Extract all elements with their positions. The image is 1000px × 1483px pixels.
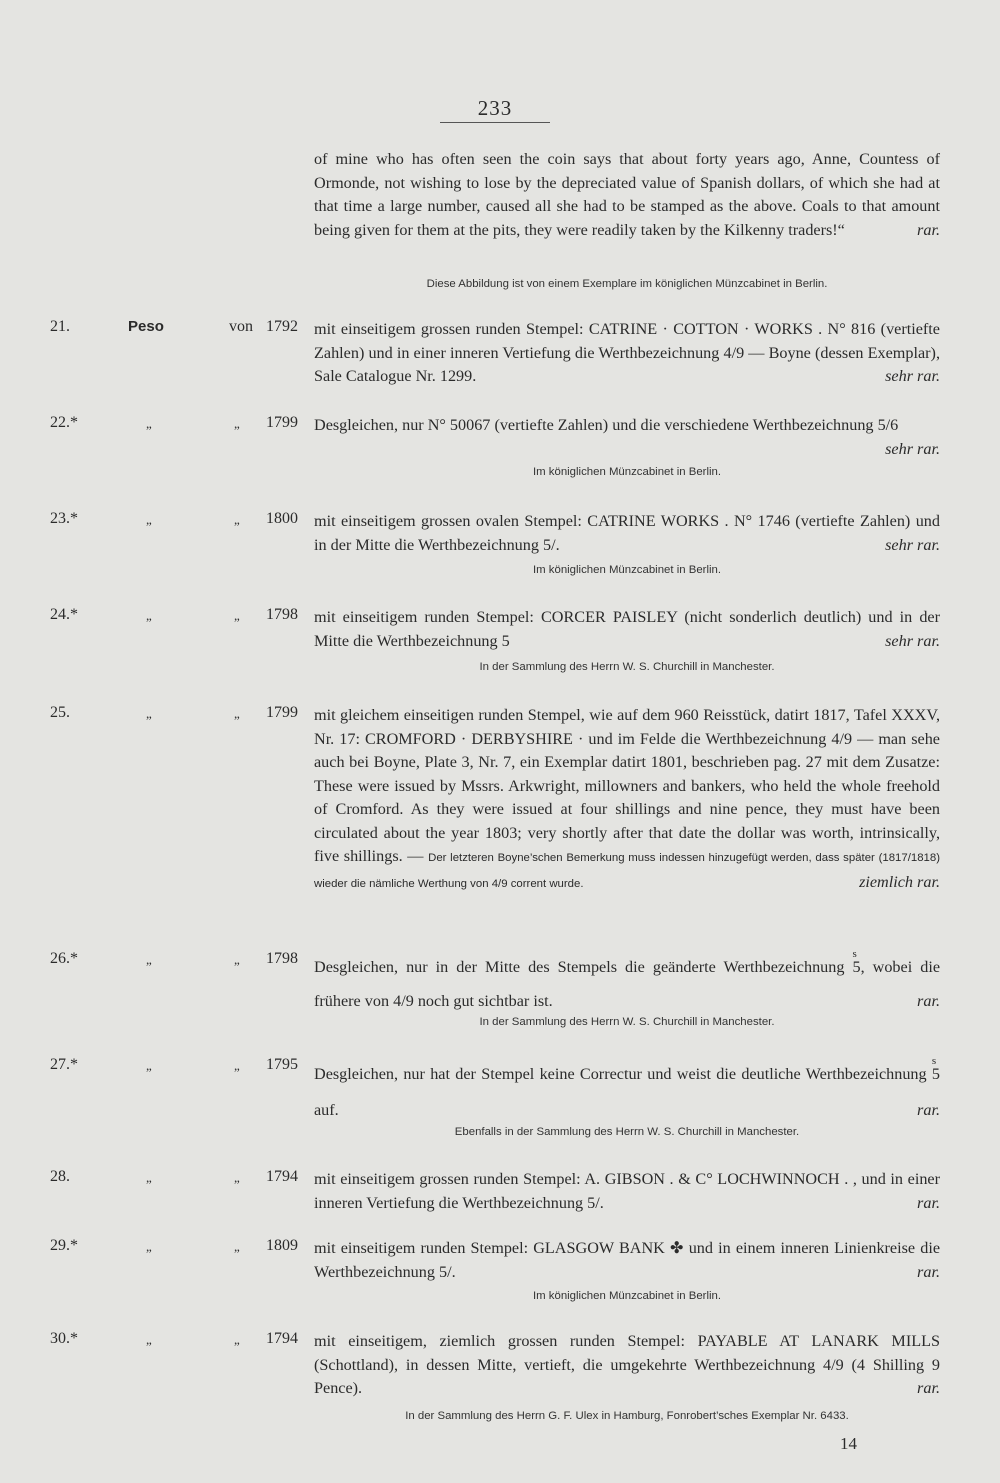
rarity-label: rar. <box>917 1262 940 1281</box>
entry-description <box>314 1237 940 1284</box>
entry-year: 1798 <box>266 950 298 967</box>
fraction-value: 5 <box>852 958 861 976</box>
entry-number: 25. <box>50 704 70 721</box>
page-number: 233 <box>477 96 513 120</box>
entry-description <box>314 1056 940 1128</box>
value-fraction <box>852 950 860 984</box>
ditto-mark: „ <box>146 1170 152 1185</box>
entry-description <box>314 606 940 653</box>
entry-description <box>314 510 940 557</box>
ditto-mark: „ <box>146 952 152 967</box>
provenance-note: Im königlichen Münzcabinet in Berlin. <box>532 466 722 478</box>
rarity-label: rar. <box>917 220 940 239</box>
entry-number: 24.* <box>50 606 78 623</box>
sheet-signature: 14 <box>840 1434 857 1453</box>
ditto-mark: „ <box>234 416 240 431</box>
entry-number: 26.* <box>50 950 78 967</box>
rarity-label: rar. <box>917 1193 940 1212</box>
ditto-mark: „ <box>234 952 240 967</box>
entry-year: 1795 <box>266 1056 298 1073</box>
ditto-mark: „ <box>146 416 152 431</box>
entry-year: 1792 <box>266 318 298 335</box>
provenance-note: Ebenfalls in der Sammlung des Herrn W. S. Churchill in Manchester. <box>454 1126 800 1138</box>
ditto-mark: „ <box>146 706 152 721</box>
provenance-note: In der Sammlung des Herrn G. F. Ulex in Hamburg, Fonrobert’sches Exemplar Nr. 6433. <box>405 1410 849 1422</box>
entry-text: mit einseitigem grossen runden Stempel: A. GIBSON . & C° LOCHWINNOCH . , und in einer inneren Vertiefung die Werthbezeichnung 5/. <box>314 1170 940 1212</box>
intro-text: of mine who has often seen the coin says that about forty years ago, Anne, Countess of Ormonde, not wishing to lose by the depreciated value of Spanish dollars, of which she had at that time a large number, caused all she had to be stamped as the above. Coals to that amount being given for them at the pits, they were readily taken by the Kilkenny traders!“ <box>314 150 940 239</box>
ditto-mark: „ <box>234 1170 240 1185</box>
entry-number: 27.* <box>50 1056 78 1073</box>
entry-year: 1809 <box>266 1237 298 1254</box>
entry-year: 1794 <box>266 1330 298 1347</box>
intro-paragraph <box>314 148 940 242</box>
entry-text: Desgleichen, nur in der Mitte des Stempels die geänderte Werthbezeichnung <box>314 958 845 976</box>
rarity-label: rar. <box>917 992 940 1010</box>
entry-small-remark: Der letzteren Boyne’schen Bemerkung muss indessen hinzugefügt werden, dass später (1817/1818) wieder die nämliche Werthung von 4/9 corrent wurde. <box>314 852 940 890</box>
rarity-label: sehr rar. <box>885 535 940 554</box>
entry-text: Desgleichen, nur hat der Stempel keine Correctur und weist die deutliche <box>314 1065 801 1083</box>
provenance-note: Diese Abbildung ist von einem Exemplare im königlichen Münzcabinet in Berlin. <box>426 278 828 290</box>
entry-number: 29.* <box>50 1237 78 1254</box>
rarity-label: sehr rar. <box>885 631 940 650</box>
entry-text: mit einseitigem, ziemlich grossen runden Stempel: PAYABLE AT LANARK MILLS (Schottland), in dessen Mitte, vertieft, die umgekehrte Werthbezeichnung 4/9 (4 Shilling 9 Pence). <box>314 1332 940 1397</box>
entry-description <box>314 1330 940 1401</box>
entry-text: mit einseitigem runden Stempel: CORCER PAISLEY (nicht sonderlich deutlich) und in der Mitte die Werthbezeichnung 5 <box>314 608 940 650</box>
ditto-mark: „ <box>234 512 240 527</box>
entry-description <box>314 704 940 896</box>
entry-number: 22.* <box>50 414 78 431</box>
rarity-label: rar. <box>917 1101 940 1119</box>
fraction-value: 5 <box>931 1065 940 1083</box>
entry-text: mit gleichem einseitigen runden Stempel, wie auf dem 960 Reisstück, datirt 1817, Tafel XXXV, Nr. 17: CROMFORD · DERBYSHIRE · und im Felde die Werthbezeichnung 4/9 — man sehe auch bei Boyne, Plate 3, Nr. 7, ein Exemplar datirt 1801, beschrieben pag. 27 mit dem Zusatze: These were issued by Mssrs. Arkwright, millowners and bankers, who held the whole freehold of Cromford. As they were issued at four shillings and nine pence, they must have been circulated about the year 1803; very shortly after that date the dollar was worth, intrinsically, five shillings. — <box>314 706 940 865</box>
rarity-label: sehr rar. <box>885 367 940 385</box>
provenance-note: In der Sammlung des Herrn W. S. Churchill in Manchester. <box>479 1016 775 1028</box>
entry-denomination: Peso <box>128 318 164 335</box>
entry-number: 21. <box>50 318 70 335</box>
ditto-mark: „ <box>234 1058 240 1073</box>
entry-text: , wobei die frühere von 4/9 noch gut sichtbar ist. <box>314 958 941 1010</box>
ditto-mark: „ <box>234 706 240 721</box>
entry-year: 1799 <box>266 414 298 431</box>
ditto-mark: „ <box>146 512 152 527</box>
entry-description <box>314 1168 940 1215</box>
ditto-mark: „ <box>146 1058 152 1073</box>
provenance-note: Im königlichen Münzcabinet in Berlin. <box>532 1290 722 1302</box>
entry-text: Desgleichen, nur N° 50067 (vertiefte Zahlen) und die verschiedene Werthbezeichnung 5/6 <box>314 416 899 434</box>
entry-text: mit einseitigem grossen ovalen Stempel: CATRINE WORKS . N° 1746 (vertiefte Zahlen) und in der Mitte die Werthbezeichnung 5/. <box>314 512 940 554</box>
entry-number: 28. <box>50 1168 70 1185</box>
rarity-label: ziemlich rar. <box>859 872 940 891</box>
entry-text: Werthbezeichnung <box>805 1065 927 1083</box>
rarity-label: rar. <box>917 1379 940 1397</box>
fraction-top: s <box>852 948 857 960</box>
rarity-label: sehr rar. <box>885 439 940 458</box>
entry-year: 1798 <box>266 606 298 623</box>
entry-year: 1794 <box>266 1168 298 1185</box>
ditto-mark: „ <box>146 1332 152 1347</box>
provenance-note: Im königlichen Münzcabinet in Berlin. <box>532 564 722 576</box>
entry-text: mit einseitigem runden Stempel: GLASGOW BANK ✤ und in einem inneren Linienkreise die Werthbezeichnung 5/. <box>314 1239 940 1281</box>
ditto-mark: „ <box>146 1239 152 1254</box>
entry-text: auf. <box>314 1101 339 1119</box>
ditto-mark: „ <box>146 608 152 623</box>
entry-number: 30.* <box>50 1330 78 1347</box>
ditto-mark: „ <box>234 608 240 623</box>
page-number-rule <box>440 122 550 123</box>
entry-year: 1800 <box>266 510 298 527</box>
ditto-mark: „ <box>234 1239 240 1254</box>
fraction-top: s <box>931 1055 937 1067</box>
ditto-mark: „ <box>234 1332 240 1347</box>
provenance-note: In der Sammlung des Herrn W. S. Churchill in Manchester. <box>479 661 775 673</box>
entry-number: 23.* <box>50 510 78 527</box>
entry-text: mit einseitigem grossen runden Stempel: CATRINE · COTTON · WORKS . N° 816 (vertiefte Zahlen) und in einer inneren Vertiefung die Werthbezeichnung 4/9 — Boyne (dessen Exemplar), Sale Catalogue Nr. 1299. <box>314 320 940 385</box>
entry-description <box>314 414 940 461</box>
entry-description <box>314 318 940 389</box>
value-fraction <box>932 1056 940 1092</box>
entry-year: 1799 <box>266 704 298 721</box>
entry-year-prefix: von <box>229 318 253 335</box>
entry-description <box>314 950 940 1018</box>
